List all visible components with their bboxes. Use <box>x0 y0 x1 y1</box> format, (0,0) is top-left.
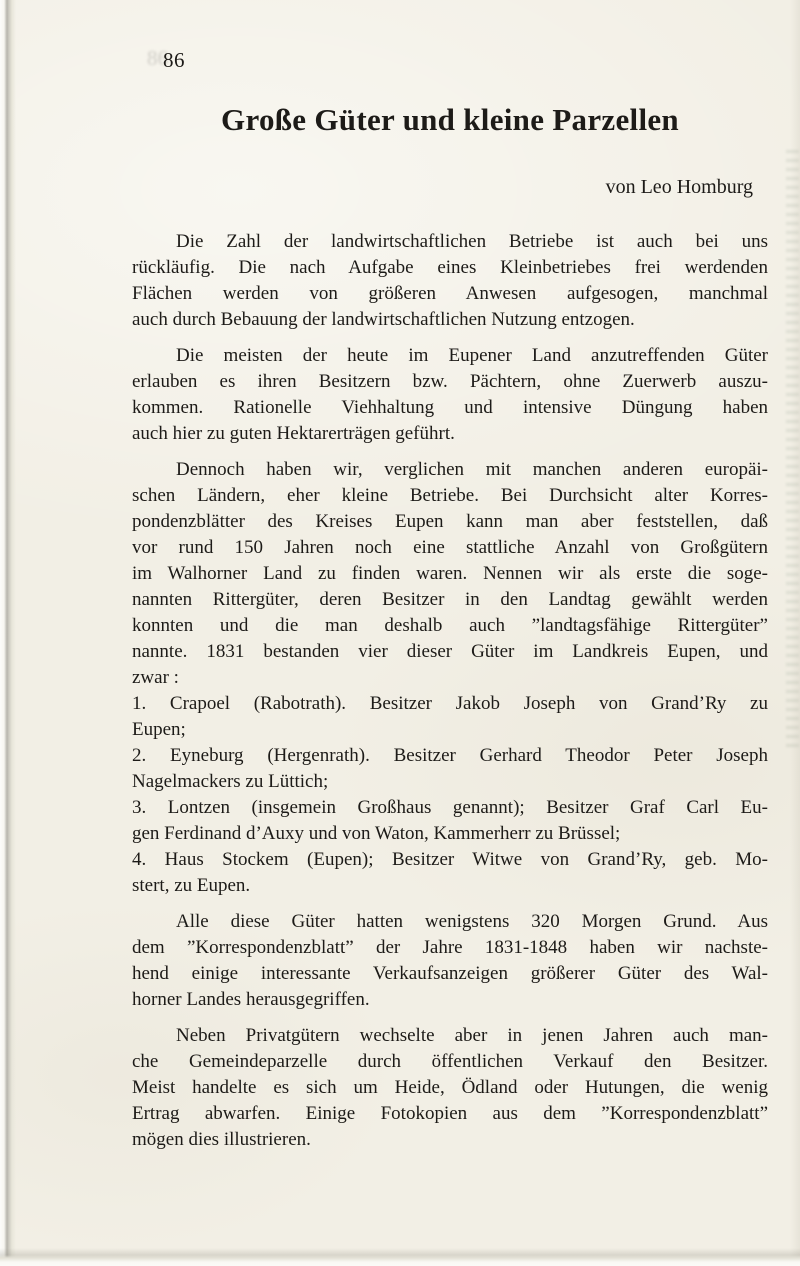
text-line: stert, zu Eupen. <box>132 875 251 896</box>
text-line: Die meisten der heute im Eupener Land anzutreffenden Güter <box>176 345 768 366</box>
text-line: nannte. 1831 bestanden vier dieser Güter im Landkreis Eupen, und <box>132 641 768 662</box>
text-line: Ertrag abwarfen. Einige Fotokopien aus dem ”Korrespondenzblatt” <box>132 1103 768 1124</box>
text-line: Neben Privatgütern wechselte aber in jenen Jahren auch man- <box>176 1025 768 1046</box>
text-line: Nagelmackers zu Lüttich; <box>132 771 329 792</box>
scan-edge-right <box>790 0 800 1266</box>
page-number: 86 <box>163 48 185 72</box>
paragraph <box>132 691 768 743</box>
text-line: Alle diese Güter hatten wenigstens 320 Morgen Grund. Aus <box>176 911 768 932</box>
scan-edge-bottom <box>0 1248 800 1266</box>
text-line: schen Ländern, eher kleine Betriebe. Bei Durchsicht alter Korres- <box>132 485 768 506</box>
ghost-page-number: 86 <box>147 46 168 70</box>
text-line: mögen dies illustrieren. <box>132 1129 311 1150</box>
paragraph <box>132 343 768 447</box>
text-line: nannten Rittergüter, deren Besitzer in den Landtag gewählt werden <box>132 589 768 610</box>
show-through-artifact <box>786 150 799 750</box>
scan-edge-left <box>0 0 16 1266</box>
paragraph <box>132 1023 768 1153</box>
paragraph <box>132 795 768 847</box>
text-line: hend einige interessante Verkaufsanzeigen größerer Güter des Wal- <box>132 963 768 984</box>
text-line: Dennoch haben wir, verglichen mit manchen anderen europäi- <box>176 459 768 480</box>
text-line: horner Landes herausgegriffen. <box>132 989 370 1010</box>
text-line: pondenzblätter des Kreises Eupen kann man aber feststellen, daß <box>132 511 768 532</box>
text-line: che Gemeindeparzelle durch öffentlichen Verkauf den Besitzer. <box>132 1051 768 1072</box>
text-line: Meist handelte es sich um Heide, Ödland oder Hutungen, die wenig <box>132 1077 768 1098</box>
paragraph <box>132 847 768 899</box>
paragraph <box>132 229 768 333</box>
paragraph <box>132 457 768 691</box>
text-line: 3. Lontzen (insgemein Großhaus genannt); Besitzer Graf Carl Eu- <box>132 797 768 818</box>
paragraph <box>132 909 768 1013</box>
text-line: auch hier zu guten Hektarerträgen geführt. <box>132 423 455 444</box>
paragraph <box>132 743 768 795</box>
text-line: Eupen; <box>132 719 186 740</box>
author-byline: von Leo Homburg <box>605 176 753 198</box>
text-line: 2. Eyneburg (Hergenrath). Besitzer Gerhard Theodor Peter Joseph <box>132 745 768 766</box>
text-line: Flächen werden von größeren Anwesen aufgesogen, manchmal <box>132 283 768 304</box>
page-body <box>132 229 768 1153</box>
text-line: vor rund 150 Jahren noch eine stattliche Anzahl von Großgütern <box>132 537 768 558</box>
text-line: kommen. Rationelle Viehhaltung und intensive Düngung haben <box>132 397 768 418</box>
text-line: rückläufig. Die nach Aufgabe eines Kleinbetriebes frei werdenden <box>132 257 768 278</box>
text-line: gen Ferdinand d’Auxy und von Waton, Kammerherr zu Brüssel; <box>132 823 621 844</box>
text-line: 4. Haus Stockem (Eupen); Besitzer Witwe von Grand’Ry, geb. Mo- <box>132 849 768 870</box>
text-line: im Walhorner Land zu finden waren. Nennen wir als erste die soge- <box>132 563 768 584</box>
page-title: Große Güter und kleine Parzellen <box>221 102 679 137</box>
text-line: Die Zahl der landwirtschaftlichen Betriebe ist auch bei uns <box>176 231 768 252</box>
text-line: konnten und die man deshalb auch ”landtagsfähige Rittergüter” <box>132 615 768 636</box>
text-line: dem ”Korrespondenzblatt” der Jahre 1831-1848 haben wir nachste- <box>132 937 768 958</box>
text-line: erlauben es ihren Besitzern bzw. Pächtern, ohne Zuerwerb auszu- <box>132 371 768 392</box>
text-line: auch durch Bebauung der landwirtschaftlichen Nutzung entzogen. <box>132 309 635 330</box>
text-line: zwar : <box>132 667 179 688</box>
text-line: 1. Crapoel (Rabotrath). Besitzer Jakob Joseph von Grand’Ry zu <box>132 693 768 714</box>
